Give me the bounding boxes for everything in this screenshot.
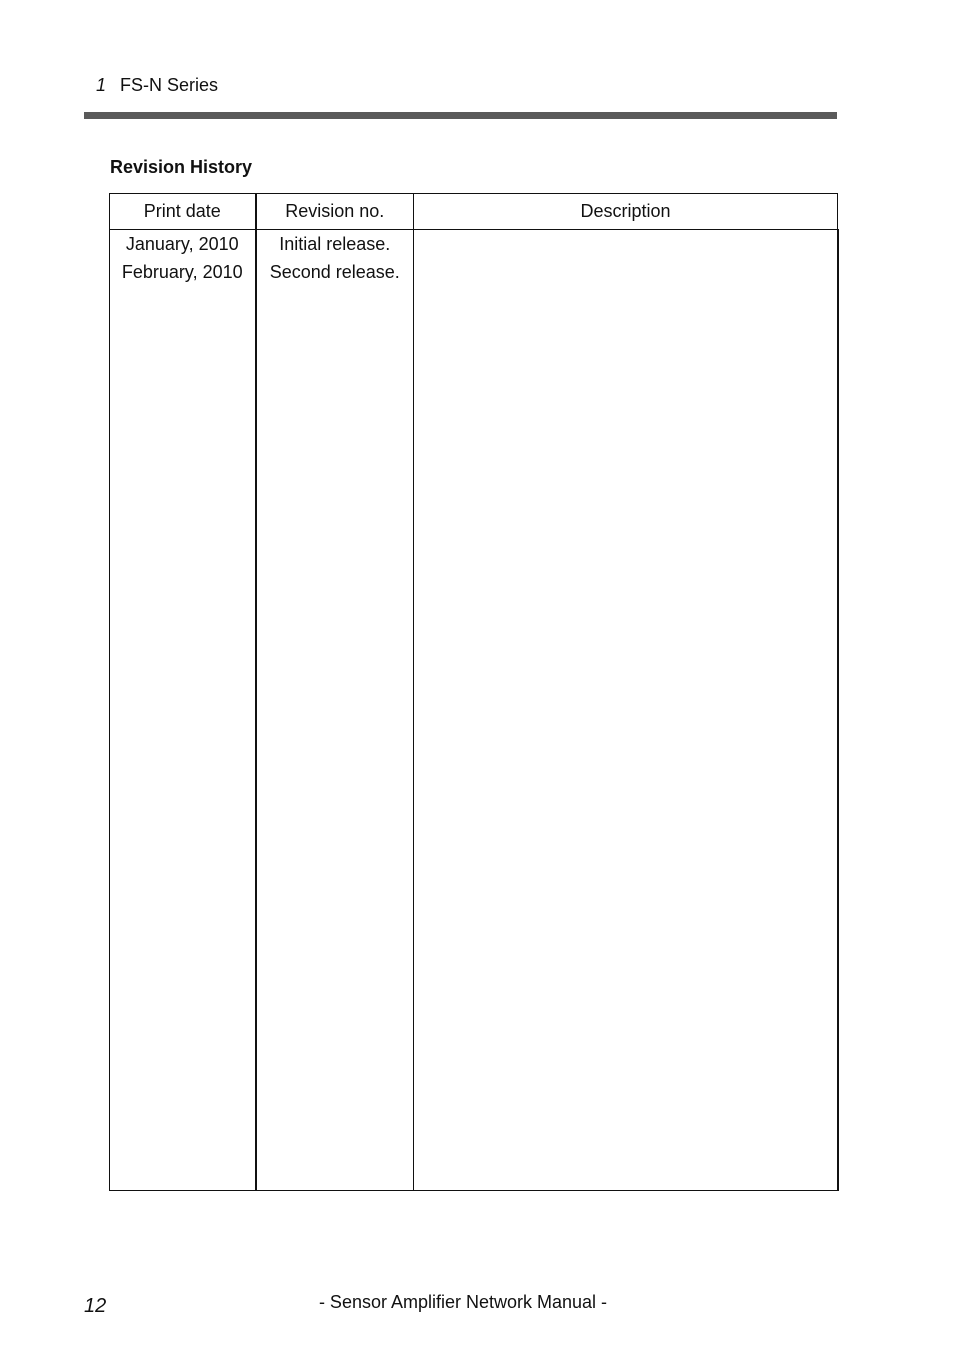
column-header-description: Description <box>414 194 838 230</box>
revision-history-table <box>109 193 839 1191</box>
page-number: 12 <box>84 1295 107 1317</box>
column-header-print-date: Print date <box>110 194 256 230</box>
print-date-entry: January, 2010 <box>125 234 239 254</box>
series-title: FS-N Series <box>120 75 219 95</box>
revision-no-entry: Second release. <box>269 262 400 282</box>
manual-title: - Sensor Amplifier Network Manual - <box>318 1292 608 1312</box>
description-cell <box>414 230 838 1191</box>
print-date-entry: February, 2010 <box>121 262 243 282</box>
page-header <box>96 74 218 96</box>
chapter-number: 1 <box>96 75 107 95</box>
table-body-row <box>110 230 838 1191</box>
print-date-cell <box>110 230 256 1191</box>
column-header-revision-no: Revision no. <box>256 194 414 230</box>
section-title: Revision History <box>110 157 253 177</box>
header-rule <box>84 112 837 119</box>
table-header-row <box>110 194 838 230</box>
revision-no-cell <box>256 230 414 1191</box>
revision-no-entry: Initial release. <box>279 234 391 254</box>
